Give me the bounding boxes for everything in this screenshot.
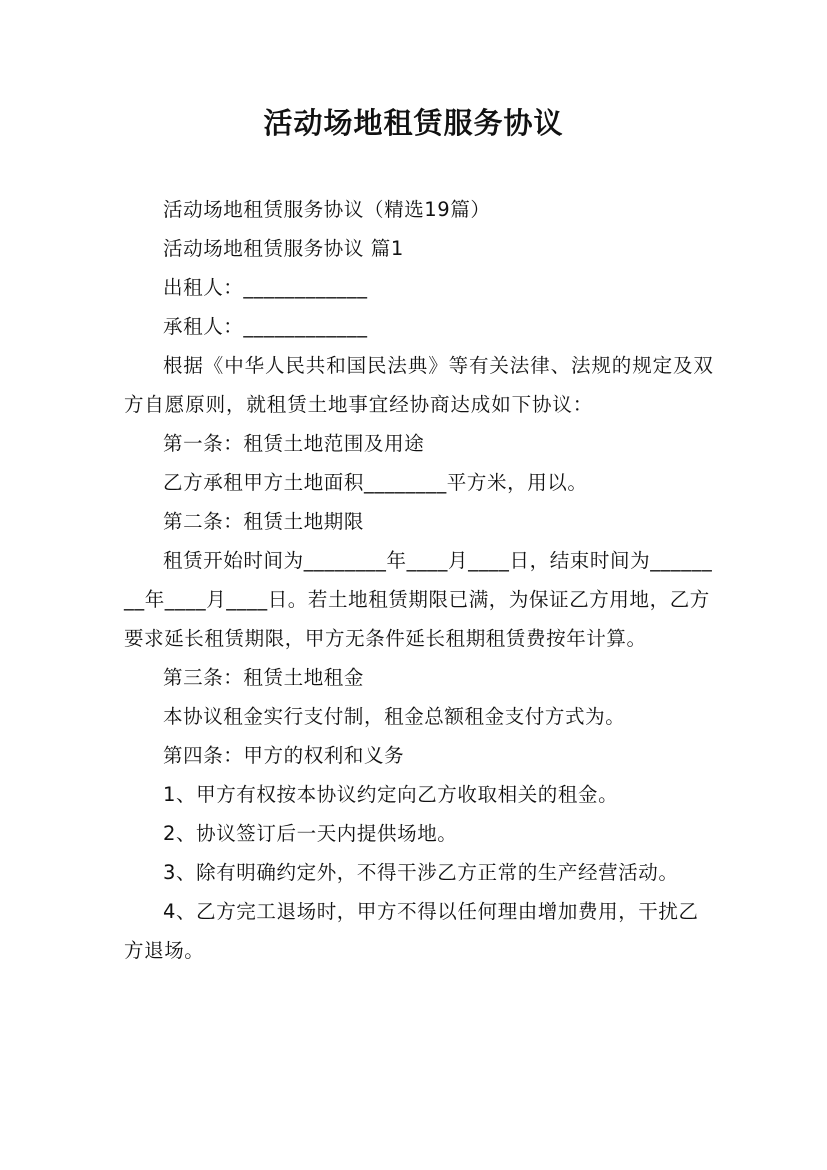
paragraph-lessor: 出租人：____________ <box>163 276 368 299</box>
paragraph-preamble: 根据《中华人民共和国民法典》等有关法律、法规的规定及双方自愿原则，就租赁土地事宜经协商达成如下协议： <box>124 354 714 416</box>
paragraph-subtitle: 活动场地租赁服务协议（精选19篇） <box>163 198 491 221</box>
paragraph-article-3-body: 本协议租金实行支付制，租金总额租金支付方式为。 <box>163 705 626 728</box>
paragraph-lessee: 承租人：____________ <box>163 315 368 338</box>
paragraph-article-4-item-4: 4、乙方完工退场时，甲方不得以任何理由增加费用，干扰乙方退场。 <box>124 900 699 962</box>
paragraph-article-1-body: 乙方承租甲方土地面积________平方米，用以。 <box>163 471 588 494</box>
paragraph-section-heading: 活动场地租赁服务协议 篇1 <box>163 237 404 260</box>
paragraph-article-2-body: 租赁开始时间为________年____月____日，结束时间为________年____月____日。若土地租赁期限已满，为保证乙方用地，乙方要求延长租赁期限，甲方无条件延长租期租赁费按年计算。 <box>124 549 713 650</box>
paragraph-article-4-item-2: 2、协议签订后一天内提供场地。 <box>163 822 458 845</box>
paragraph-article-3-heading: 第三条：租赁土地租金 <box>163 666 365 689</box>
paragraph-article-4-heading: 第四条：甲方的权利和义务 <box>163 744 405 767</box>
document-title: 活动场地租赁服务协议 <box>263 106 564 140</box>
document-body <box>124 190 714 970</box>
paragraph-article-4-item-1: 1、甲方有权按本协议约定向乙方收取相关的租金。 <box>163 783 619 806</box>
paragraph-article-2-heading: 第二条：租赁土地期限 <box>163 510 365 533</box>
paragraph-article-4-item-3: 3、除有明确约定外，不得干涉乙方正常的生产经营活动。 <box>163 861 679 884</box>
paragraph-article-1-heading: 第一条：租赁土地范围及用途 <box>163 432 425 455</box>
